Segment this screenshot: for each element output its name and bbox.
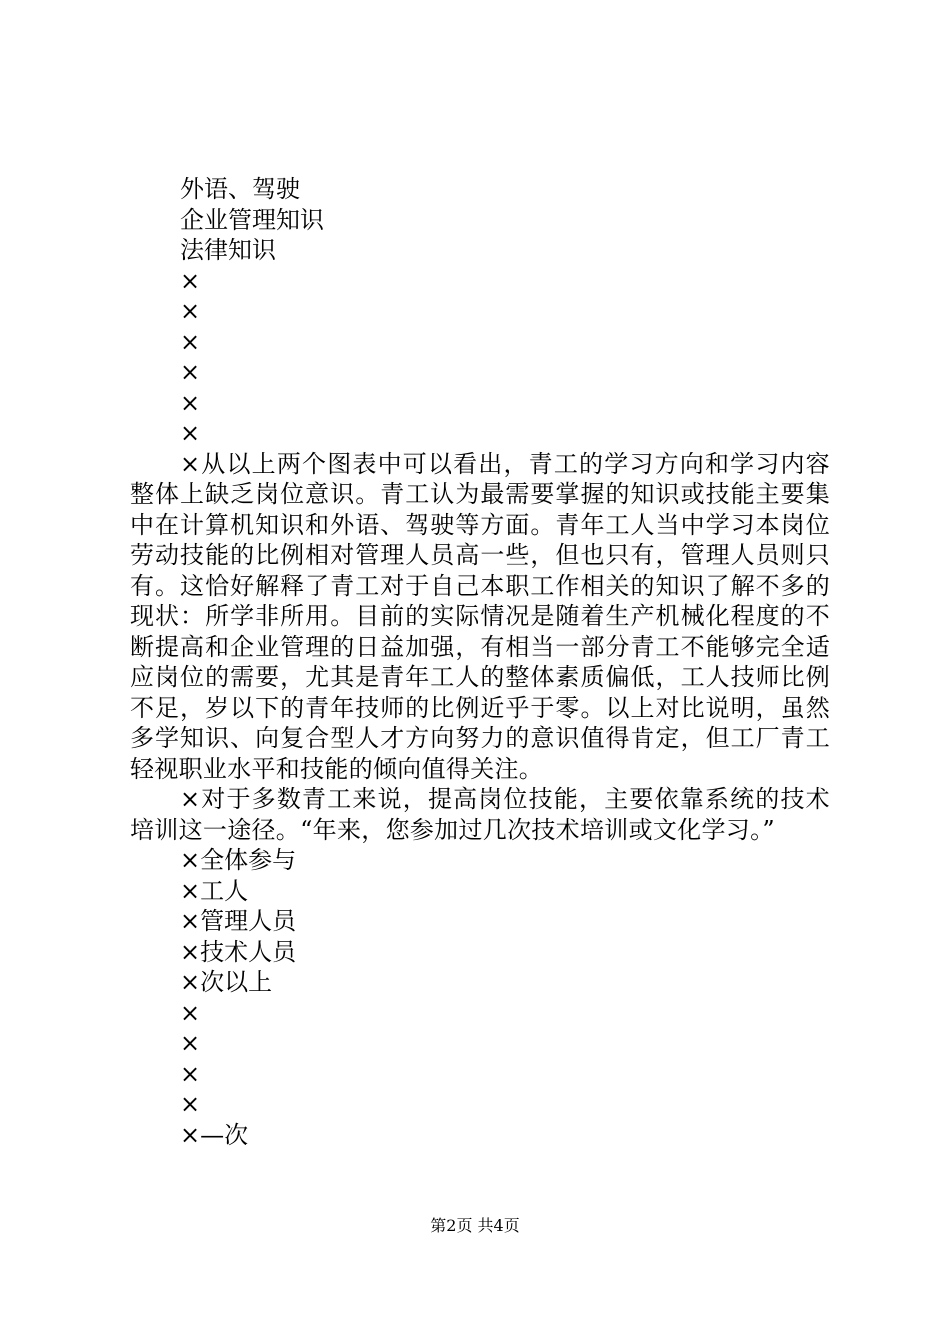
text-line: ×	[180, 266, 201, 295]
text-line: ×	[180, 998, 201, 1027]
text-line: ×	[180, 419, 201, 447]
text-line: ×次以上	[180, 968, 273, 996]
text-line: ×工人	[180, 876, 249, 905]
text-line: ×	[180, 327, 201, 356]
text-line: ×	[180, 1059, 201, 1088]
top-list	[130, 174, 830, 449]
text-line: ×管理人员	[180, 907, 297, 935]
text-line: ×	[180, 388, 201, 417]
paragraph-training: ×对于多数青工来说，提高岗位技能，主要依靠系统的技术培训这一途径。“年来，您参加过几次技术培训或文化学习。”	[130, 785, 830, 844]
text-line: 外语、驾驶	[180, 175, 300, 203]
bottom-list	[130, 845, 830, 1150]
text-line: ×	[180, 1029, 201, 1057]
text-line: 企业管理知识	[180, 205, 324, 234]
text-line: ×	[180, 358, 201, 386]
document-body	[130, 174, 830, 1150]
text-line: ×技术人员	[180, 937, 297, 966]
text-line: ×	[180, 297, 201, 325]
text-line: 法律知识	[180, 236, 276, 264]
paragraph-analysis: ×从以上两个图表中可以看出，青工的学习方向和学习内容整体上缺乏岗位意识。青工认为最需要掌握的知识或技能主要集中在计算机知识和外语、驾驶等方面。青年工人当中学习本岗位劳动技能的比例相对管理人员高一些，但也只有，管理人员则只有。这恰好解释了青工对于自己本职工作相关的知识了解不多的现状：所学非所用。目前的实际情况是随着生产机械化程度的不断提高和企业管理的日益加强，有相当一部分青工不能够完全适应岗位的需要，尤其是青年工人的整体素质偏低，工人技师比例不足，岁以下的青年技师的比例近乎于零。以上对比说明，虽然多学知识、向复合型人才方向努力的意识值得肯定，但工厂青工轻视职业水平和技能的倾向值得关注。	[130, 449, 830, 783]
page-number-footer: 第2页 共4页	[430, 1216, 520, 1235]
text-line: ×全体参与	[180, 846, 297, 874]
text-line: ×	[180, 1090, 201, 1118]
text-line: ×—次	[180, 1120, 249, 1149]
